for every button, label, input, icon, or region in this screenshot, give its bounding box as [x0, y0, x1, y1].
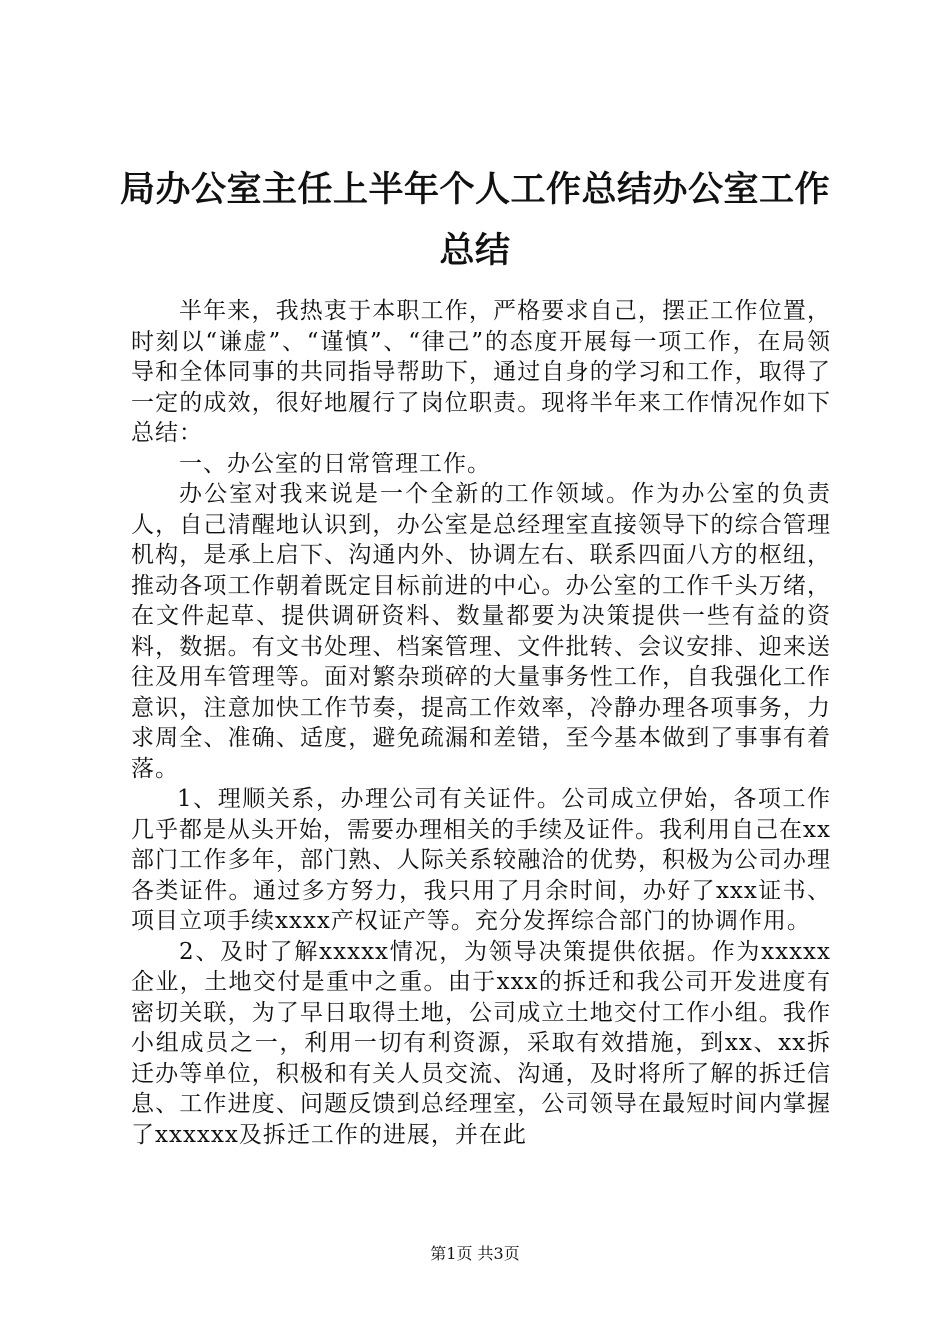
title-line-1: 局办公室主任上半年个人工作总结办公室工作	[119, 170, 830, 210]
paragraph-intro: 半年来，我热衷于本职工作，严格要求自己，摆正工作位置，时刻以“谦虚”、“谨慎”、“律己”的态度开展每一项工作，在局领导和全体同事的共同指导帮助下，通过自身的学习和工作，取得了一定的成效，很好地履行了岗位职责。现将半年来工作情况作如下总结：	[131, 298, 831, 446]
section-heading-1: 一、办公室的日常管理工作。	[179, 450, 491, 477]
paragraph-item-1: 1、理顺关系，办理公司有关证件。公司成立伊始，各项工作几乎都是从头开始，需要办理相关的手续及证件。我利用自己在xx部门工作多年，部门熟、人际关系较融洽的优势，积极为公司办理各类证件。通过多方努力，我只用了月余时间，办好了xxx证书、项目立项手续xxxx产权证产等。充分发挥综合部门的协调作用。	[131, 786, 831, 934]
document-title	[110, 160, 840, 282]
document-body	[131, 296, 831, 1150]
title-line-2: 总结	[439, 231, 511, 271]
paragraph-office: 办公室对我来说是一个全新的工作领域。作为办公室的负责人，自己清醒地认识到，办公室是总经理室直接领导下的综合管理机构，是承上启下、沟通内外、协调左右、联系四面八方的枢纽，推动各项工作朝着既定目标前进的中心。办公室的工作千头万绪，在文件起草、提供调研资料、数量都要为决策提供一些有益的资料，数据。有文书处理、档案管理、文件批转、会议安排、迎来送往及用车管理等。面对繁杂琐碎的大量事务性工作，自我强化工作意识，注意加快工作节奏，提高工作效率，冷静办理各项事务，力求周全、准确、适度，避免疏漏和差错，至今基本做到了事事有着落。	[131, 481, 831, 782]
page-footer: 第1页 共3页	[430, 1244, 520, 1263]
paragraph-item-2: 2、及时了解xxxxx情况，为领导决策提供依据。作为xxxxx企业，土地交付是重中之重。由于xxx的拆迁和我公司开发进度有密切关联，为了早日取得土地，公司成立土地交付工作小组。我作小组成员之一，利用一切有利资源，采取有效措施，到xx、xx拆迁办等单位，积极和有关人员交流、沟通，及时将所了解的拆迁信息、工作进度、问题反馈到总经理室，公司领导在最短时间内掌握了xxxxxx及拆迁工作的进展，并在此	[131, 938, 831, 1148]
